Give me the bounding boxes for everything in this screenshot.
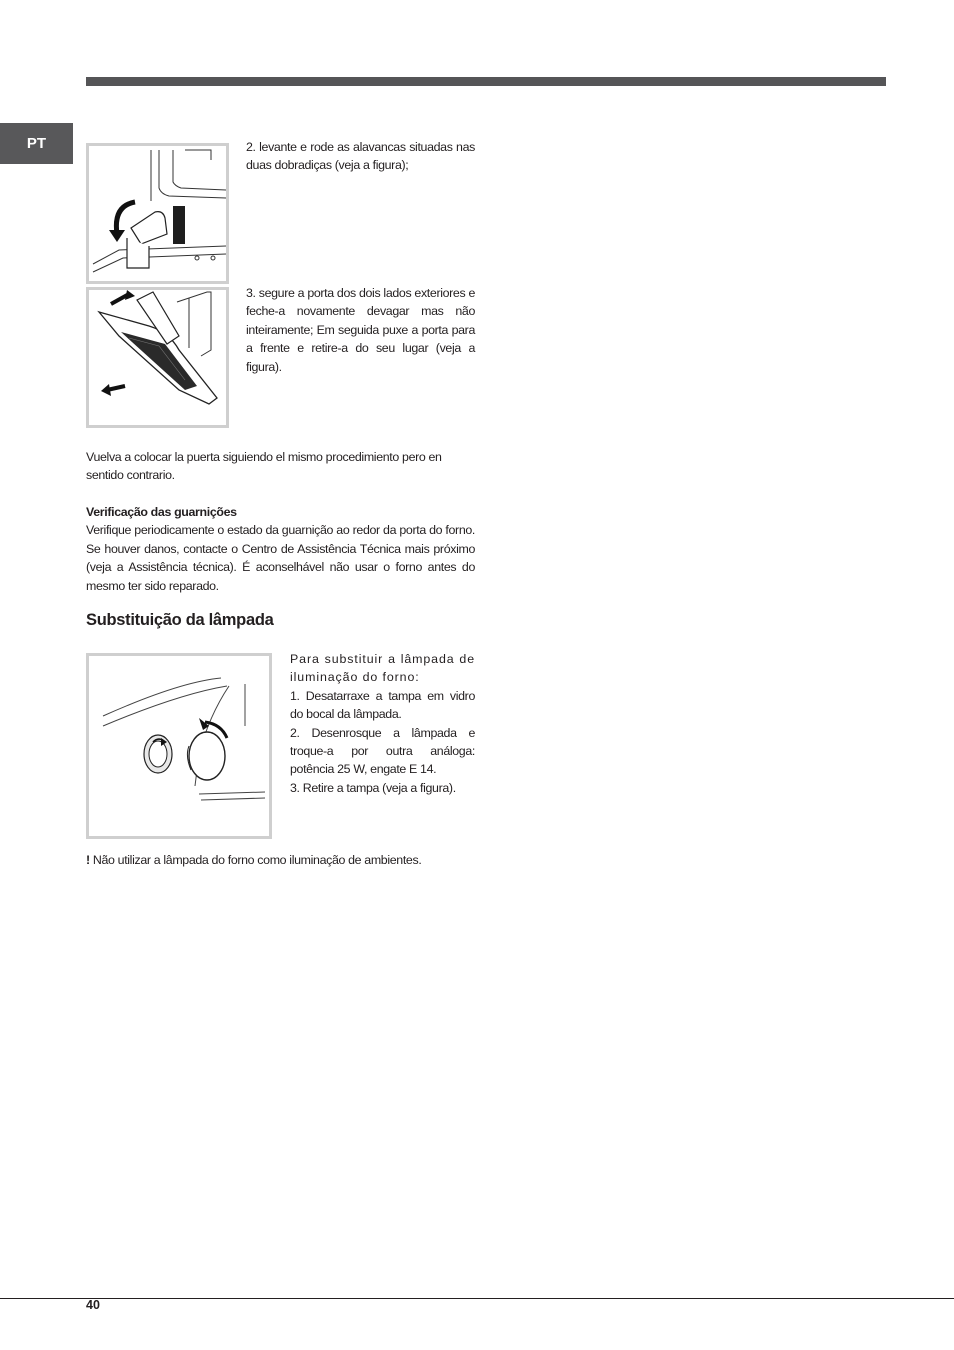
step-3-text: 3. segure a porta dos dois lados exteriores e feche-a novamente devagar mas não inteiramente; Em seguida puxe a porta para a frente e retire-a do seu lugar (veja a figura). [246, 286, 475, 374]
lamp-section-title: Substituição da lâmpada [86, 611, 274, 629]
warning-mark: ! [86, 853, 90, 867]
lamp-step-2: 2. Desenrosque a lâmpada e troque-a por outra análoga: potência 25 W, engate E 14. [290, 725, 475, 777]
seal-check-title: Verificação das guarnições [86, 505, 237, 519]
page-number: 40 [86, 1298, 100, 1312]
lamp-step-3: 3. Retire a tampa (veja a figura). [290, 780, 456, 795]
warning-text: Não utilizar a lâmpada do forno como iluminação de ambientes. [89, 853, 422, 867]
step-2-text: 2. levante e rode as alavancas situadas nas duas dobradiças (veja a figura); [246, 140, 475, 173]
door-removal-figure [86, 287, 229, 428]
hinge-lever-figure [86, 143, 229, 284]
lamp-figure [86, 653, 272, 839]
header-rule [86, 77, 886, 86]
seal-check-section [86, 503, 475, 595]
reinstall-text: Vuelva a colocar la puerta siguiendo el mismo procedimiento pero en sentido contrario. [86, 450, 442, 483]
lamp-step-1: 1. Desatarraxe a tampa em vidro do bocal da lâmpada. [290, 688, 475, 722]
seal-check-body: Verifique periodicamente o estado da guarnição ao redor da porta do forno. Se houver danos, contacte o Centro de Assistência Técnica mais próximo (veja a Assistência técnica). É aconselhável não usar o forno antes do mesmo ter sido reparado. [86, 523, 475, 593]
footer-rule [0, 1298, 954, 1299]
language-tab: PT [0, 123, 73, 164]
lamp-instructions [290, 650, 475, 797]
lamp-intro: Para substituir a lâmpada de iluminação do forno: [290, 652, 475, 685]
lamp-warning [86, 851, 506, 869]
